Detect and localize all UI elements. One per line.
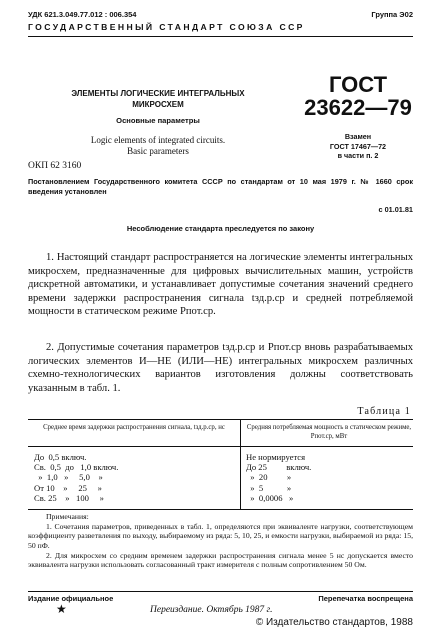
decree-text: Постановлением Государственного комитета СССР по стандартам от 10 мая 1979 г. № 1660 срок введения установлен — [28, 177, 413, 197]
footer-rule — [28, 591, 413, 592]
table-cell: » 0,0006 » — [246, 492, 294, 503]
udk-code: УДК 621.3.049.77.012 : 006.354 — [28, 10, 137, 19]
notes-block — [28, 512, 413, 569]
group-code: Группа Э02 — [371, 10, 413, 19]
note-2: 2. Для микросхем со средним временем задержки распространения сигнала менее 5 нс допускается вместо эквивалента нагрузки использовать согласованный тракт измерителя с полным сопротивлением 50 Ом. — [28, 550, 413, 570]
gost-number: 23622—79 — [304, 95, 412, 120]
title-en-line2: Basic parameters — [127, 146, 189, 156]
title-en-line1: Logic elements of integrated circuits. — [90, 135, 226, 145]
header-row — [28, 10, 413, 19]
copyright: © Издательство стандартов, 1988 — [255, 617, 413, 628]
table-column-right — [246, 452, 416, 503]
official-edition: Издание официальное — [28, 594, 114, 603]
table-cell: До 25 включ. — [246, 462, 312, 473]
paragraph-2: 2. Допустимые сочетания параметров tзд.р.ср и Pпот.ср вновь разрабатываемых логических элементов И—НЕ (ИЛИ—НЕ) интегральных микросхем различных схемно-технологических вариантов изготовления должны соответствовать указанным в табл. 1. — [28, 342, 413, 394]
gost-word: ГОСТ — [328, 72, 388, 97]
table-cell: До 0,5 включ. — [34, 452, 87, 462]
table-bottom-rule — [28, 509, 413, 510]
table-cell: Св. 0,5 до 1,0 включ. — [34, 462, 119, 473]
paragraph-1: 1. Настоящий стандарт распространяется на логические элементы интегральных микросхем, предназначенные для цифровых вычислительных машин, устройств дискретной автоматики, и устанавливает допустимые сочетания значений среднего времени задержки распространения сигнала tзд.р.ср и средней потребляемой мощности в статическом режиме Pпот.ср. — [28, 252, 413, 318]
star-icon: ★ — [56, 602, 67, 616]
table-cell: От 10 » 25 » — [34, 482, 102, 493]
standard-line: ГОСУДАРСТВЕННЫЙ СТАНДАРТ СОЮЗА ССР — [28, 22, 305, 32]
table-column-left — [34, 452, 234, 503]
notes-heading: Примечания: — [46, 512, 89, 521]
title-ru-line2: МИКРОСХЕМ — [132, 100, 184, 109]
title-block — [28, 88, 288, 157]
replace-line2: ГОСТ 17467—72 — [329, 141, 387, 151]
table-header-left: Среднее время задержки распространения сигнала, tзд.р.ср, нс — [43, 424, 225, 431]
table-top-rule — [28, 419, 413, 420]
table-header-right: Средняя потребляемая мощность в статическом режиме, Pпот.ср, мВт — [246, 424, 412, 440]
table-cell: » 20 » — [246, 472, 292, 483]
replace-line3: в части п. 2 — [337, 151, 379, 160]
table-cell: Св. 25 » 100 » — [34, 492, 104, 503]
title-ru-line1: ЭЛЕМЕНТЫ ЛОГИЧЕСКИЕ ИНТЕГРАЛЬНЫХ — [71, 89, 245, 98]
table-cell: » 1,0 » 5,0 » — [34, 472, 103, 483]
reissue-note: Переиздание. Октябрь 1987 г. — [150, 605, 273, 615]
table-cell: Не нормируется — [246, 452, 306, 462]
table-label: Таблица 1 — [357, 406, 411, 417]
reprint-prohibited: Перепечатка воспрещена — [318, 594, 413, 603]
table-header-rule — [28, 446, 413, 447]
header-rule — [28, 36, 413, 37]
table-cell: » 5 » — [246, 482, 292, 493]
footer-row — [28, 594, 413, 603]
table-column-divider — [240, 419, 241, 509]
gost-block — [298, 74, 418, 161]
note-1: 1. Сочетания параметров, приведенных в табл. 1, определяются при эквиваленте нагрузки, соответствующем коэффициенту разветвления по выходу, выбираемому из ряда: 5, 10, 25, и емкости нагрузки, выбираемой из ряда: 15, 50 пФ. — [28, 522, 413, 550]
violation-notice: Несоблюдение стандарта преследуется по закону — [126, 224, 315, 233]
okp-code: ОКП 62 3160 — [28, 161, 82, 171]
replace-line1: Взамен — [344, 132, 372, 141]
subtitle-ru: Основные параметры — [116, 116, 200, 125]
date-from: с 01.01.81 — [378, 205, 413, 214]
